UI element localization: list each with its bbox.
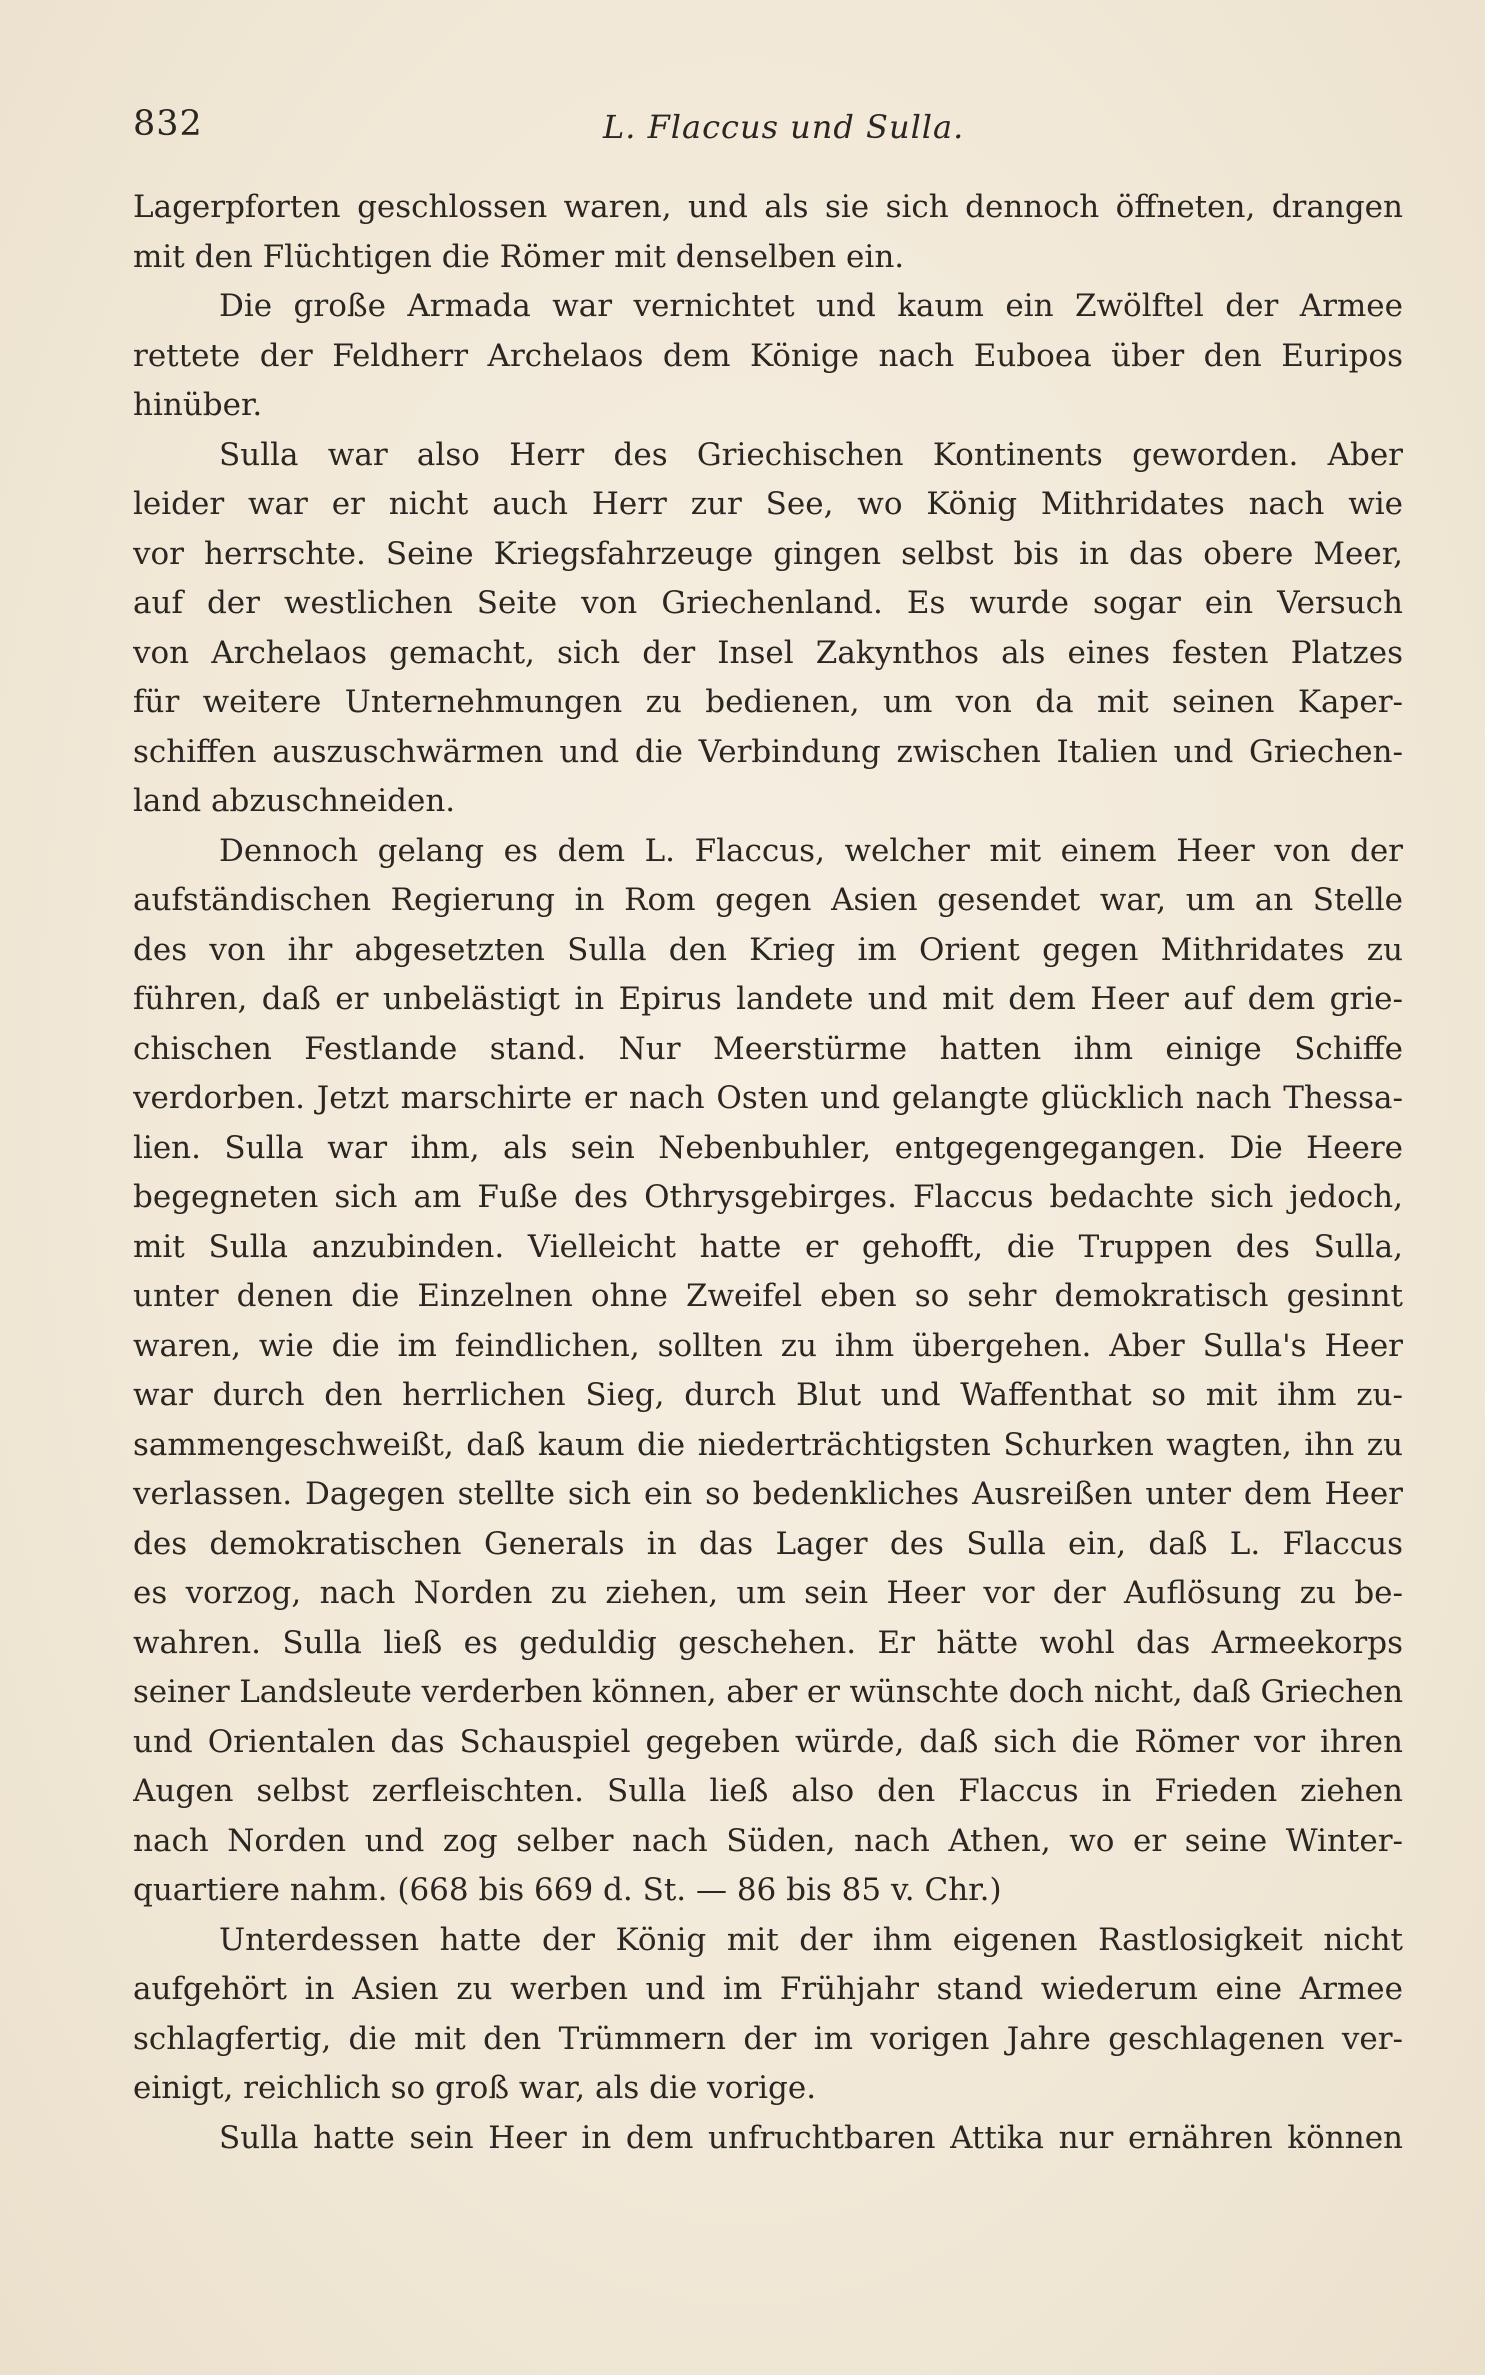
text-line: es vorzog, nach Norden zu ziehen, um sein Heer vor der Auflösung zu be- xyxy=(133,1575,1403,1611)
running-head: L. Flaccus und Sulla. xyxy=(603,108,965,146)
text-line: land abzuschneiden. xyxy=(133,783,456,819)
text-line: lien. Sulla war ihm, als sein Nebenbuhler, entgegengegangen. Die Heere xyxy=(133,1129,1403,1166)
text-line: und Orientalen das Schauspiel gegeben würde, daß sich die Römer vor ihren xyxy=(133,1723,1403,1760)
text-line: chischen Festlande stand. Nur Meerstürme hatten ihm einige Schiffe xyxy=(133,1030,1403,1067)
text-line: Lagerpforten geschlossen waren, und als sie sich dennoch öffneten, drangen xyxy=(133,189,1403,225)
text-line: schiffen auszuschwärmen und die Verbindung zwischen Italien und Griechen- xyxy=(133,733,1403,770)
text-line: einigt, reichlich so groß war, als die vorige. xyxy=(133,2070,817,2106)
text-line: von Archelaos gemacht, sich der Insel Zakynthos als eines festen Platzes xyxy=(133,634,1403,671)
text-line: Augen selbst zerfleischten. Sulla ließ also den Flaccus in Frieden ziehen xyxy=(133,1773,1403,1809)
text-line: begegneten sich am Fuße des Othrysgebirges. Flaccus bedachte sich jedoch, xyxy=(133,1179,1403,1215)
text-line: des von ihr abgesetzten Sulla den Krieg im Orient gegen Mithridates zu xyxy=(133,931,1403,968)
text-line: waren, wie die im feindlichen, sollten zu ihm übergehen. Aber Sulla's Heer xyxy=(133,1327,1403,1364)
page-header xyxy=(133,104,1403,152)
page-number: 832 xyxy=(133,104,203,144)
text-line: verlassen. Dagegen stellte sich ein so bedenkliches Ausreißen unter dem Heer xyxy=(133,1476,1403,1512)
text-line: Sulla war also Herr des Griechischen Kontinents geworden. Aber xyxy=(219,436,1403,473)
text-line: führen, daß er unbelästigt in Epirus landete und mit dem Heer auf dem grie- xyxy=(133,981,1403,1017)
text-line: leider war er nicht auch Herr zur See, wo König Mithridates nach wie xyxy=(133,486,1403,522)
text-line: sammengeschweißt, daß kaum die niederträchtigsten Schurken wagten, ihn zu xyxy=(133,1426,1403,1463)
text-line: hinüber. xyxy=(133,387,263,423)
text-line: rettete der Feldherr Archelaos dem Könige nach Euboea über den Euripos xyxy=(133,337,1403,374)
text-line: quartiere nahm. (668 bis 669 d. St. — 86 bis 85 v. Chr.) xyxy=(133,1872,1002,1908)
text-line: wahren. Sulla ließ es geduldig geschehen. Er hätte wohl das Armeekorps xyxy=(133,1624,1403,1661)
body-text xyxy=(133,183,1403,2163)
text-line: Dennoch gelang es dem L. Flaccus, welcher mit einem Heer von der xyxy=(219,832,1403,869)
text-line: des demokratischen Generals in das Lager des Sulla ein, daß L. Flaccus xyxy=(133,1525,1403,1562)
text-line: nach Norden und zog selber nach Süden, nach Athen, wo er seine Winter- xyxy=(133,1822,1403,1859)
text-line: für weitere Unternehmungen zu bedienen, um von da mit seinen Kaper- xyxy=(133,684,1403,720)
text-line: war durch den herrlichen Sieg, durch Blut und Waffenthat so mit ihm zu- xyxy=(133,1377,1403,1413)
text-line: verdorben. Jetzt marschirte er nach Osten und gelangte glücklich nach Thessa- xyxy=(133,1080,1403,1116)
text-line: aufständischen Regierung in Rom gegen Asien gesendet war, um an Stelle xyxy=(133,882,1403,918)
text-line: seiner Landsleute verderben können, aber er wünschte doch nicht, daß Griechen xyxy=(133,1674,1403,1710)
text-line: Sulla hatte sein Heer in dem unfruchtbaren Attika nur ernähren können xyxy=(219,2119,1403,2156)
text-line: Unterdessen hatte der König mit der ihm eigenen Rastlosigkeit nicht xyxy=(219,1921,1403,1958)
text-line: vor herrschte. Seine Kriegsfahrzeuge gingen selbst bis in das obere Meer, xyxy=(133,535,1403,572)
text-line: mit Sulla anzubinden. Vielleicht hatte er gehofft, die Truppen des Sulla, xyxy=(133,1228,1403,1265)
text-line: unter denen die Einzelnen ohne Zweifel eben so sehr demokratisch gesinnt xyxy=(133,1278,1403,1314)
text-line: Die große Armada war vernichtet und kaum ein Zwölftel der Armee xyxy=(219,288,1403,324)
text-line: schlagfertig, die mit den Trümmern der im vorigen Jahre geschlagenen ver- xyxy=(133,2020,1403,2057)
text-line: aufgehört in Asien zu werben und im Frühjahr stand wiederum eine Armee xyxy=(133,1971,1403,2007)
text-line: mit den Flüchtigen die Römer mit denselben ein. xyxy=(133,238,905,275)
text-line: auf der westlichen Seite von Griechenland. Es wurde sogar ein Versuch xyxy=(133,585,1403,621)
